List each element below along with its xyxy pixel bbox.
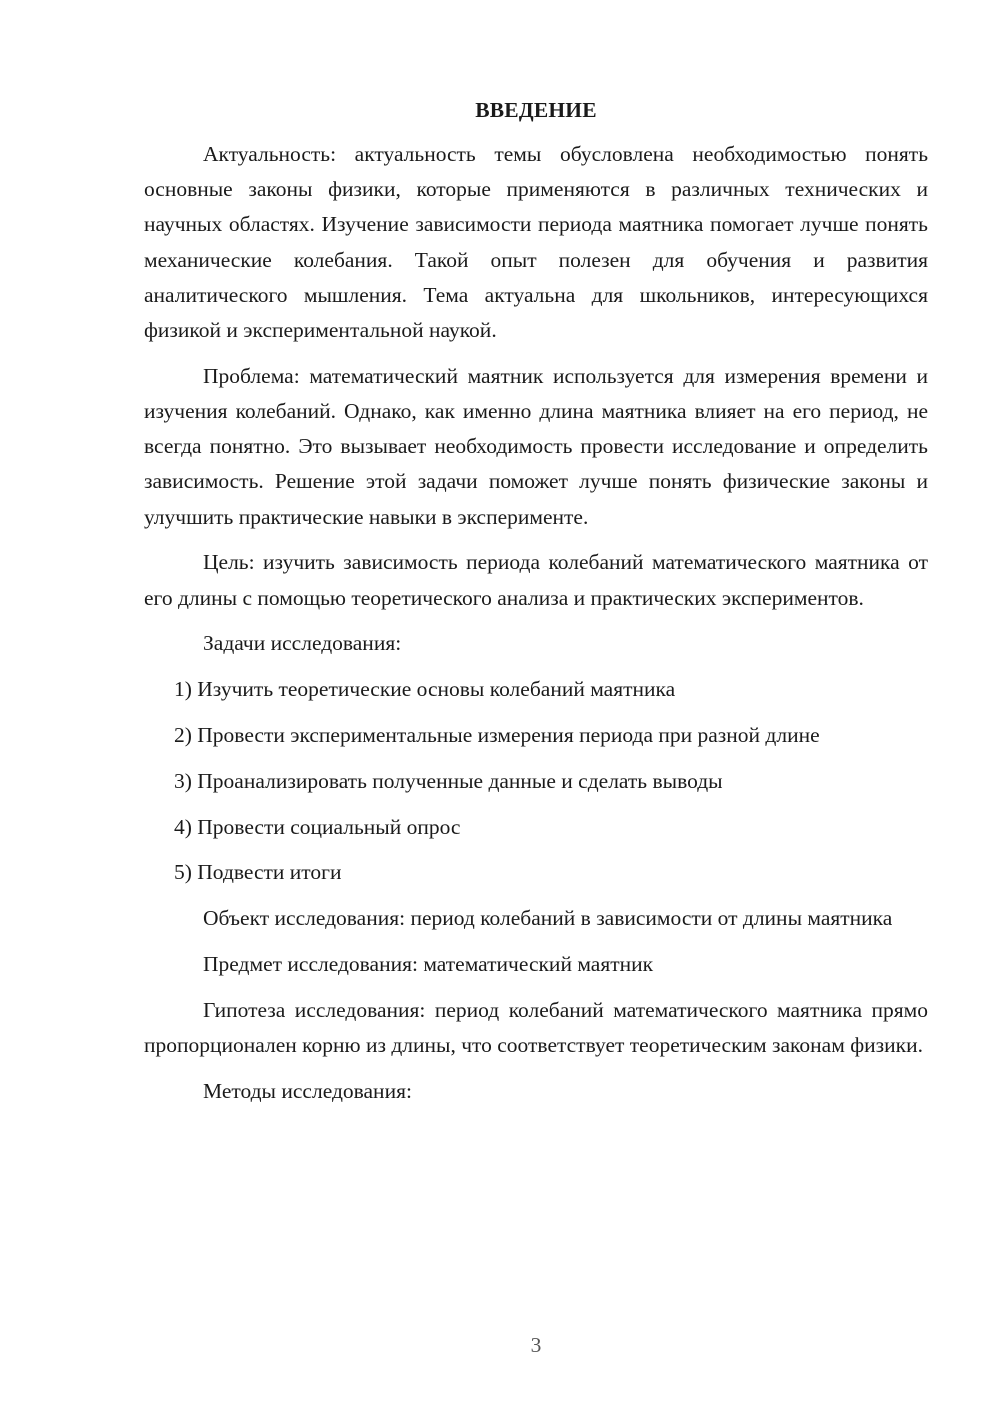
page-title: ВВЕДЕНИЕ: [475, 98, 597, 122]
page-number: 3: [530, 1333, 542, 1357]
list-item: 4) Провести социальный опрос: [174, 814, 461, 839]
paragraph-goal: Цель: изучить зависимость периода колебаний математического маятника от его длины с помощью теоретического анализа и практических экспериментов.: [144, 550, 928, 610]
list-item: 1) Изучить теоретические основы колебаний маятника: [174, 677, 676, 702]
paragraph-relevance: Актуальность: актуальность темы обусловлена необходимостью понять основные законы физики, которые применяются в различных технических и научных областях. Изучение зависимости периода маятника помогает лучше понять механические колебания. Такой опыт полезен для обучения и развития аналитического мышления. Тема актуальна для школьников, интересующихся физикой и экспериментальной наукой.: [144, 142, 928, 343]
document-page: [144, 95, 928, 1120]
paragraph-subject: Предмет исследования: математический маятник: [203, 952, 654, 976]
tasks-list: [144, 672, 928, 890]
list-item: 5) Подвести итоги: [174, 860, 342, 885]
list-item: 2) Провести экспериментальные измерения периода при разной длине: [174, 723, 820, 748]
tasks-heading: Задачи исследования:: [203, 631, 402, 656]
paragraph-problem: Проблема: математический маятник используется для измерения времени и изучения колебаний. Однако, как именно длина маятника влияет на его период, не всегда понятно. Это вызывает необходимость провести исследование и определить зависимость. Решение этой задачи поможет лучше понять физические законы и улучшить практические навыки в эксперименте.: [144, 363, 928, 529]
paragraph-hypothesis: Гипотеза исследования: период колебаний математического маятника прямо пропорционален корню из длины, что соответствует теоретическим законам физики.: [144, 997, 928, 1057]
methods-heading: Методы исследования:: [203, 1078, 412, 1103]
list-item: 3) Проанализировать полученные данные и сделать выводы: [174, 768, 723, 793]
paragraph-object: Объект исследования: период колебаний в зависимости от длины маятника: [203, 906, 893, 931]
